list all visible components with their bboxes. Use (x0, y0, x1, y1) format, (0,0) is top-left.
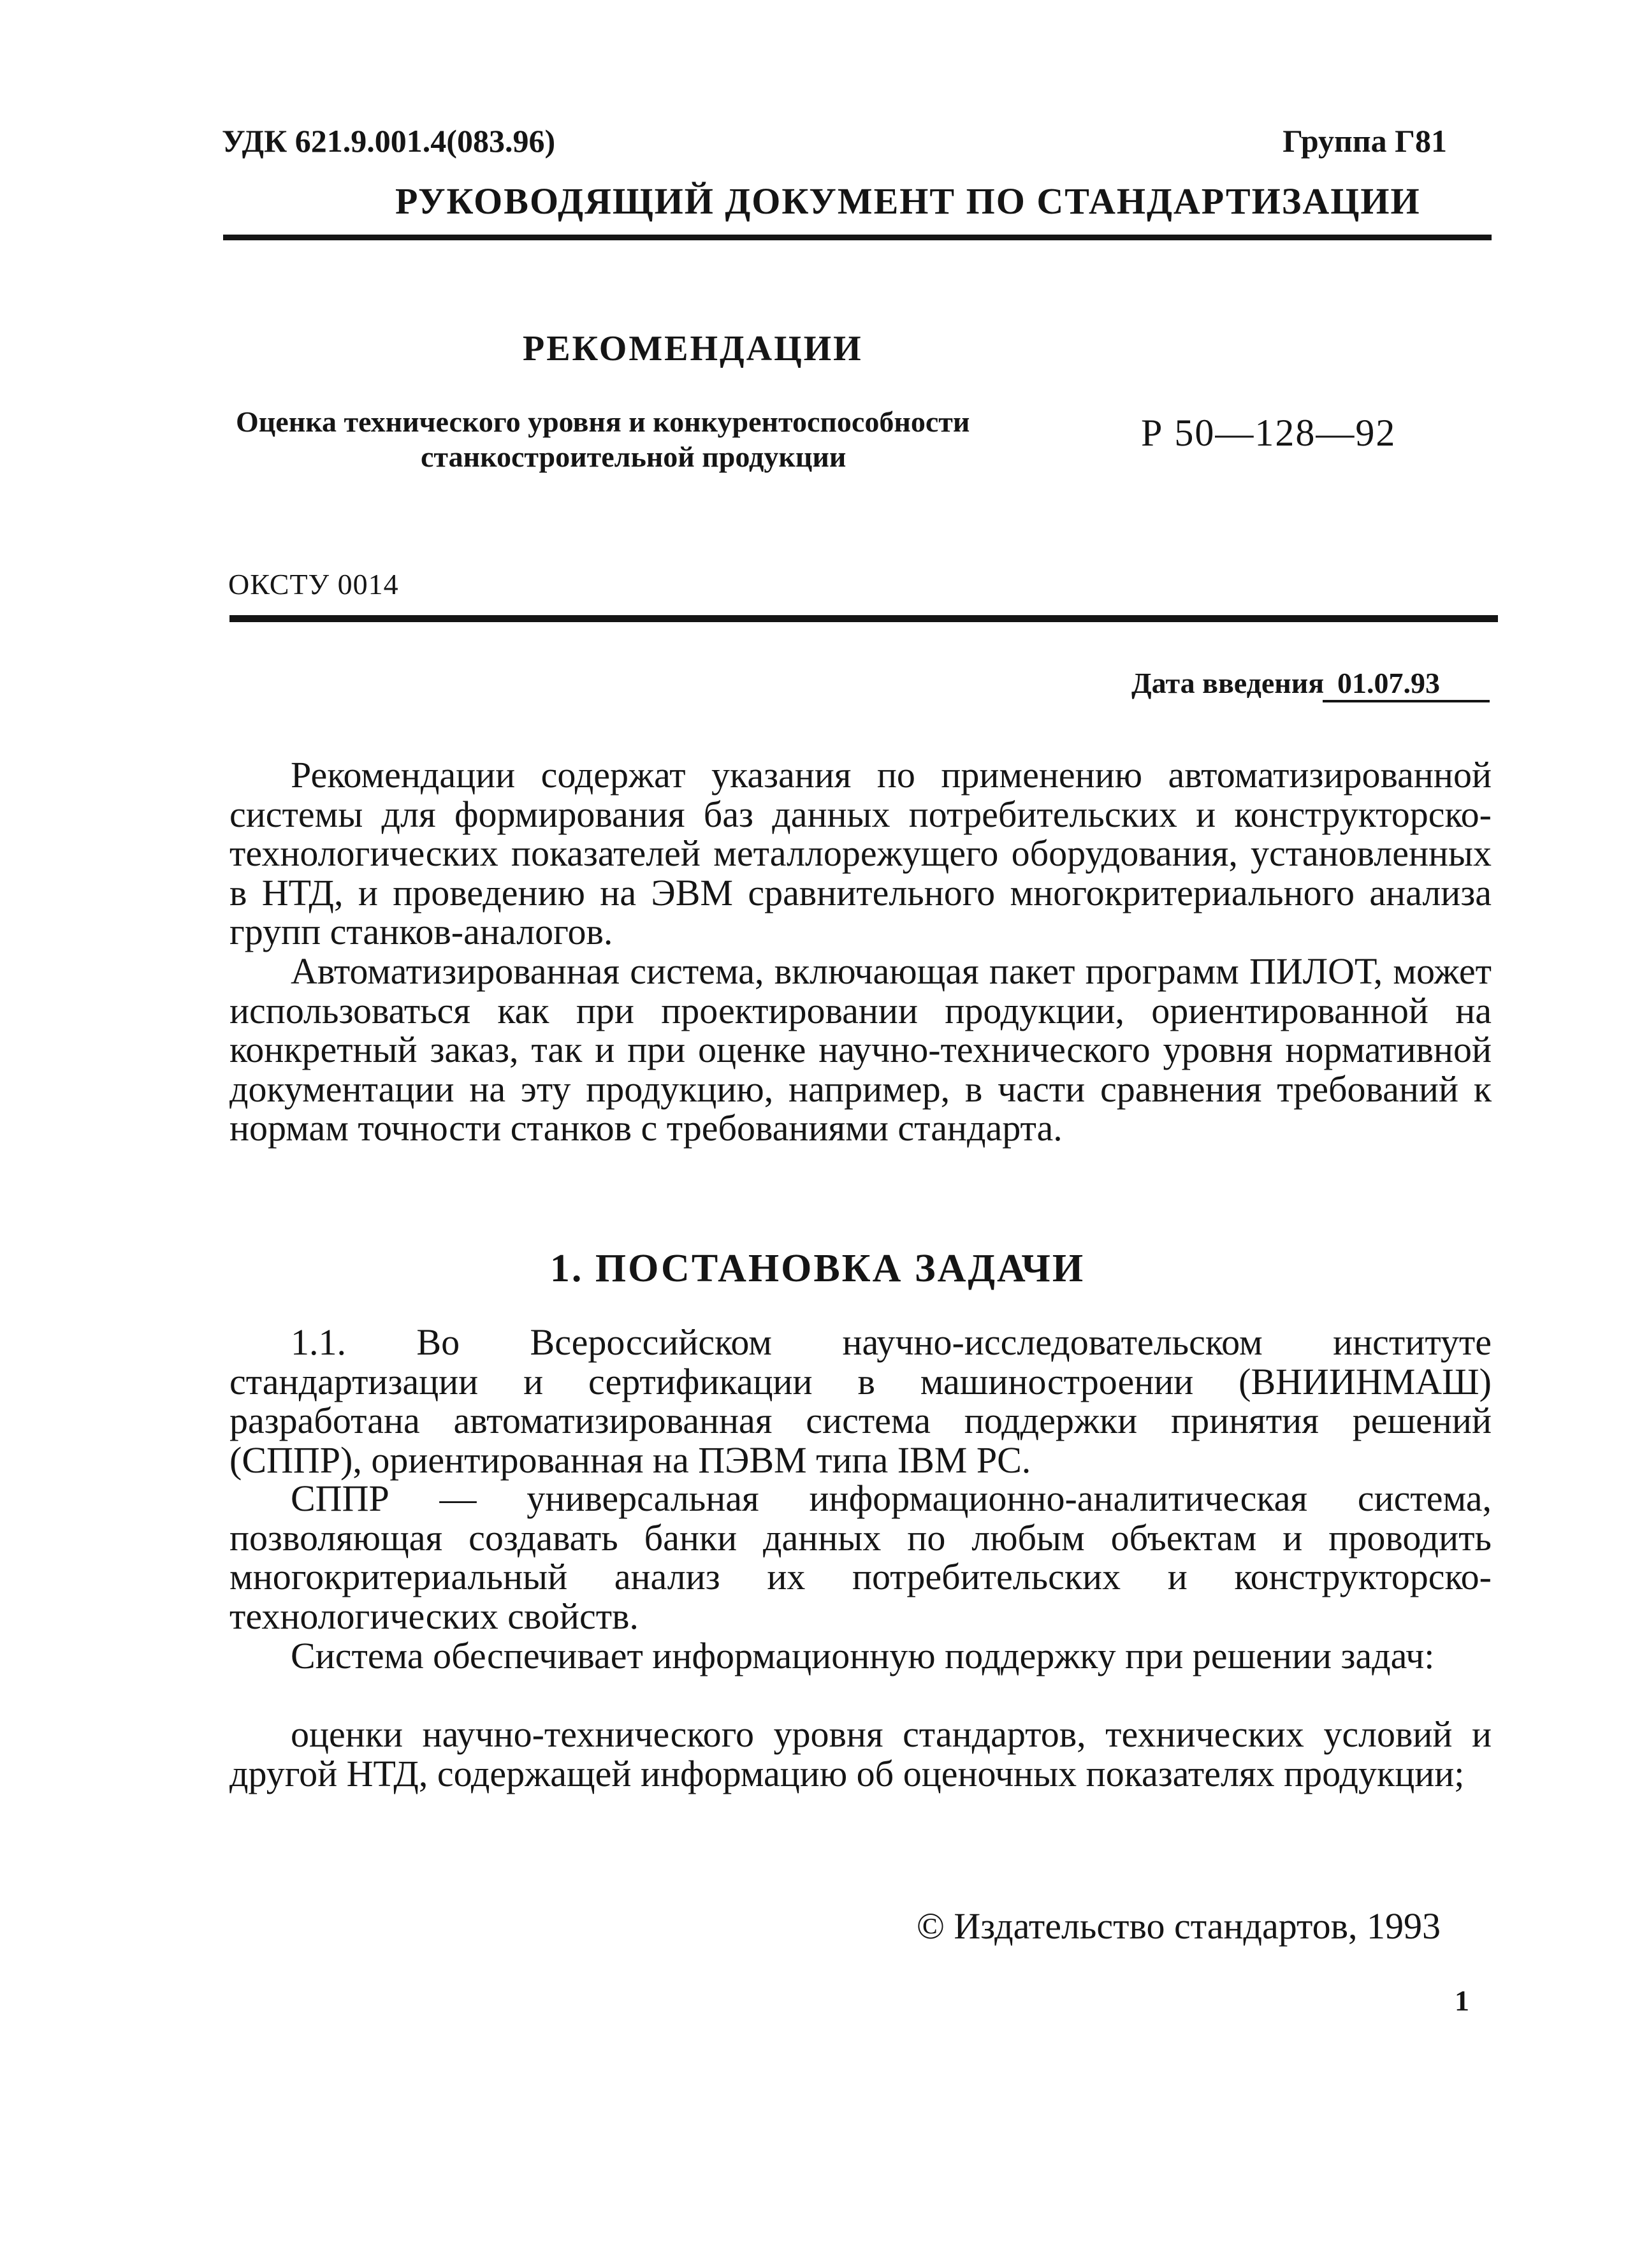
introduction-date-underline (1323, 700, 1490, 702)
recommendation-subtitle-line1: Оценка технического уровня и конкурентоспособности (236, 405, 970, 438)
document-kind-heading: РУКОВОДЯЩИЙ ДОКУМЕНТ ПО СТАНДАРТИЗАЦИИ (395, 180, 1421, 222)
body-paragraph: Автоматизированная система, включающая пакет программ ПИЛОТ, может использоваться как при проектировании продукции, ориентированной на конкретный заказ, так и при оценке научно-технического уровня нормативной документации на эту продукцию, например, в части сравнения требований к нормам точности станков с требованиями стандарта. (229, 950, 1492, 1149)
okstu-code: ОКСТУ 0014 (228, 568, 399, 600)
section-paragraph: оценки научно-технического уровня стандартов, технических условий и другой НТД, содержащей информацию об оценочных показателях продукции; (229, 1713, 1492, 1794)
group-code: Группа Г81 (1283, 123, 1447, 159)
recommendation-title: РЕКОМЕНДАЦИИ (523, 329, 863, 368)
section-paragraph: Система обеспечивает информационную поддержку при решении задач: (291, 1635, 1435, 1676)
section-paragraph: СППР — универсальная информационно-аналитическая система, позволяющая создавать банки данных по любым объектам и проводить многокритериальный анализ их потребительских и конструкторско-технологических свойств. (229, 1478, 1492, 1637)
udk-code: УДК 621.9.001.4(083.96) (222, 123, 556, 159)
section-paragraph: 1.1. Во Всероссийском научно-исследовательском институте стандартизации и сертификации в машиностроении (ВНИИНМАШ) разработана автоматизированная система поддержки принятия решений (СППР), ориентированная на ПЭВМ типа IBM PC. (229, 1321, 1492, 1481)
section-title: 1. ПОСТАНОВКА ЗАДАЧИ (549, 1247, 1086, 1290)
introduction-date-label: Дата введения (1131, 667, 1325, 699)
header-divider (223, 235, 1492, 240)
page-number: 1 (1455, 1984, 1469, 2017)
body-paragraph: Рекомендации содержат указания по применению автоматизированной системы для формирования баз данных потребительских и конструкторско-технологических показателей металлорежущего оборудования, установленных в НТД, и проведению на ЭВМ сравнительного многокритериального анализа групп станков-аналогов. (229, 754, 1492, 952)
recommendation-subtitle-line2: станкостроительной продукции (421, 440, 847, 473)
okstu-divider (229, 615, 1498, 622)
standard-designation: Р 50—128—92 (1141, 412, 1397, 454)
copyright-notice: © Издательство стандартов, 1993 (916, 1905, 1441, 1947)
introduction-date-value: 01.07.93 (1337, 667, 1440, 699)
